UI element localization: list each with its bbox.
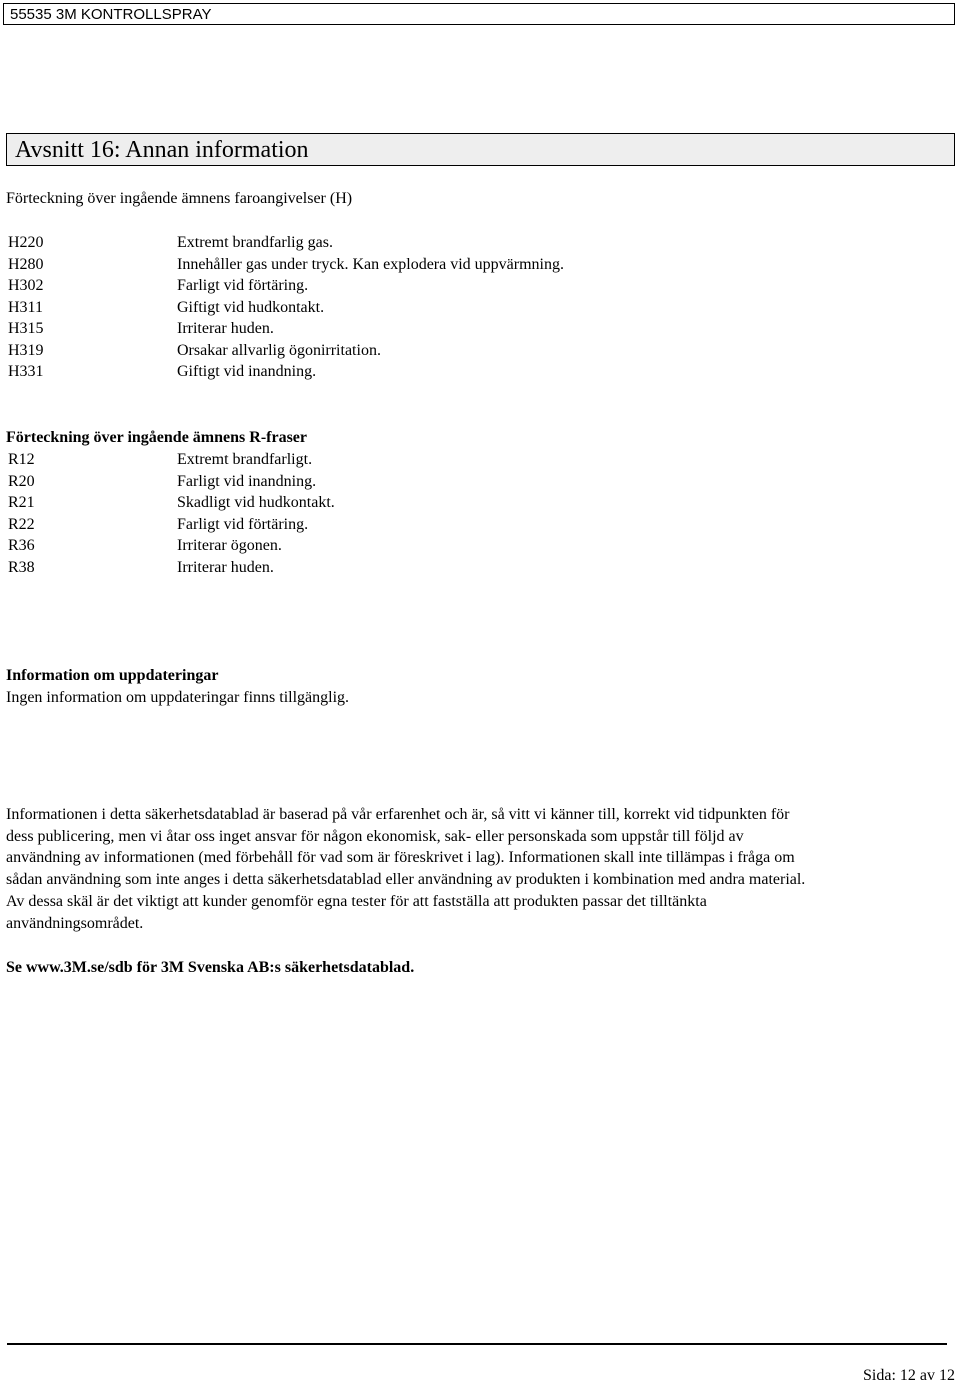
r-phrase-row bbox=[8, 514, 908, 536]
hazard-code: R21 bbox=[8, 494, 35, 511]
updates-text: Ingen information om uppdateringar finns tillgänglig. bbox=[6, 689, 350, 706]
hazard-code: H302 bbox=[8, 277, 44, 294]
hazard-code: H331 bbox=[8, 363, 44, 380]
section-title-box bbox=[6, 133, 955, 166]
r-phrases-heading: Förteckning över ingående ämnens R-fraser bbox=[6, 429, 307, 446]
h-statement-row bbox=[8, 275, 908, 297]
disclaimer-line: användning av informationen (med förbehåll för vad som är föreskrivet i lag). Informationen skall inte tillämpas i fråga om bbox=[6, 849, 795, 867]
r-phrase-row bbox=[8, 471, 908, 493]
h-statement-row bbox=[8, 232, 908, 254]
hazard-text: Innehåller gas under tryck. Kan explodera vid uppvärmning. bbox=[177, 255, 564, 273]
hazard-code: H220 bbox=[8, 234, 44, 251]
hazard-text: Giftigt vid inandning. bbox=[177, 363, 317, 380]
disclaimer-paragraph bbox=[6, 804, 951, 934]
r-phrases-list bbox=[8, 449, 908, 578]
hazard-text: Extremt brandfarligt. bbox=[177, 451, 313, 468]
r-phrase-row bbox=[8, 449, 908, 471]
page-number: Sida: 12 av 12 bbox=[863, 1367, 955, 1384]
hazard-code: R22 bbox=[8, 515, 35, 533]
h-statement-row bbox=[8, 297, 908, 319]
hazard-code: H319 bbox=[8, 341, 44, 359]
h-statement-row bbox=[8, 340, 908, 362]
sds-reference: Se www.3M.se/sdb för 3M Svenska AB:s säkerhetsdatablad. bbox=[6, 959, 415, 976]
footer-divider bbox=[7, 1343, 947, 1345]
hazard-code: H315 bbox=[8, 320, 44, 337]
r-phrase-row bbox=[8, 557, 908, 579]
hazard-text: Farligt vid förtäring. bbox=[177, 515, 309, 533]
h-statements-heading: Förteckning över ingående ämnens faroangivelser (H) bbox=[6, 190, 353, 207]
hazard-code: R38 bbox=[8, 558, 35, 576]
h-statement-row bbox=[8, 254, 908, 276]
hazard-text: Farligt vid förtäring. bbox=[177, 277, 309, 294]
r-phrase-row bbox=[8, 535, 908, 557]
section-title: Avsnitt 16: Annan information bbox=[15, 137, 309, 163]
hazard-code: H311 bbox=[8, 298, 43, 316]
hazard-text: Irriterar huden. bbox=[177, 558, 274, 576]
disclaimer-line: dess publicering, men vi åtar oss inget ansvar för någon ekonomisk, sak- eller personskada som uppstår till följd av bbox=[6, 827, 744, 845]
h-statements-list bbox=[8, 232, 908, 383]
hazard-code: R20 bbox=[8, 472, 35, 490]
hazard-code: H280 bbox=[8, 255, 44, 273]
disclaimer-line: sådan användning som inte anges i detta säkerhetsdatablad eller användning av produkten i kombination med andra material. bbox=[6, 871, 806, 889]
r-phrase-row bbox=[8, 492, 908, 514]
disclaimer-line: Av dessa skäl är det viktigt att kunder genomför egna tester för att fastställa att produkten passar det tilltänkta bbox=[6, 892, 707, 910]
hazard-text: Orsakar allvarlig ögonirritation. bbox=[177, 341, 381, 359]
hazard-code: R12 bbox=[8, 451, 35, 468]
updates-heading: Information om uppdateringar bbox=[6, 667, 219, 684]
h-statement-row bbox=[8, 318, 908, 340]
disclaimer-line: Informationen i detta säkerhetsdatablad är baserad på vår erfarenhet och är, så vitt vi känner till, korrekt vid tidpunkten för bbox=[6, 806, 790, 823]
hazard-text: Skadligt vid hudkontakt. bbox=[177, 494, 335, 511]
product-header bbox=[3, 3, 955, 25]
product-name: 55535 3M KONTROLLSPRAY bbox=[10, 6, 212, 23]
hazard-text: Giftigt vid hudkontakt. bbox=[177, 298, 325, 316]
hazard-code: R36 bbox=[8, 537, 35, 554]
hazard-text: Farligt vid inandning. bbox=[177, 472, 317, 490]
hazard-text: Irriterar huden. bbox=[177, 320, 274, 337]
hazard-text: Extremt brandfarlig gas. bbox=[177, 234, 333, 251]
h-statement-row bbox=[8, 361, 908, 383]
hazard-text: Irriterar ögonen. bbox=[177, 537, 282, 554]
disclaimer-line: användningsområdet. bbox=[6, 914, 144, 932]
